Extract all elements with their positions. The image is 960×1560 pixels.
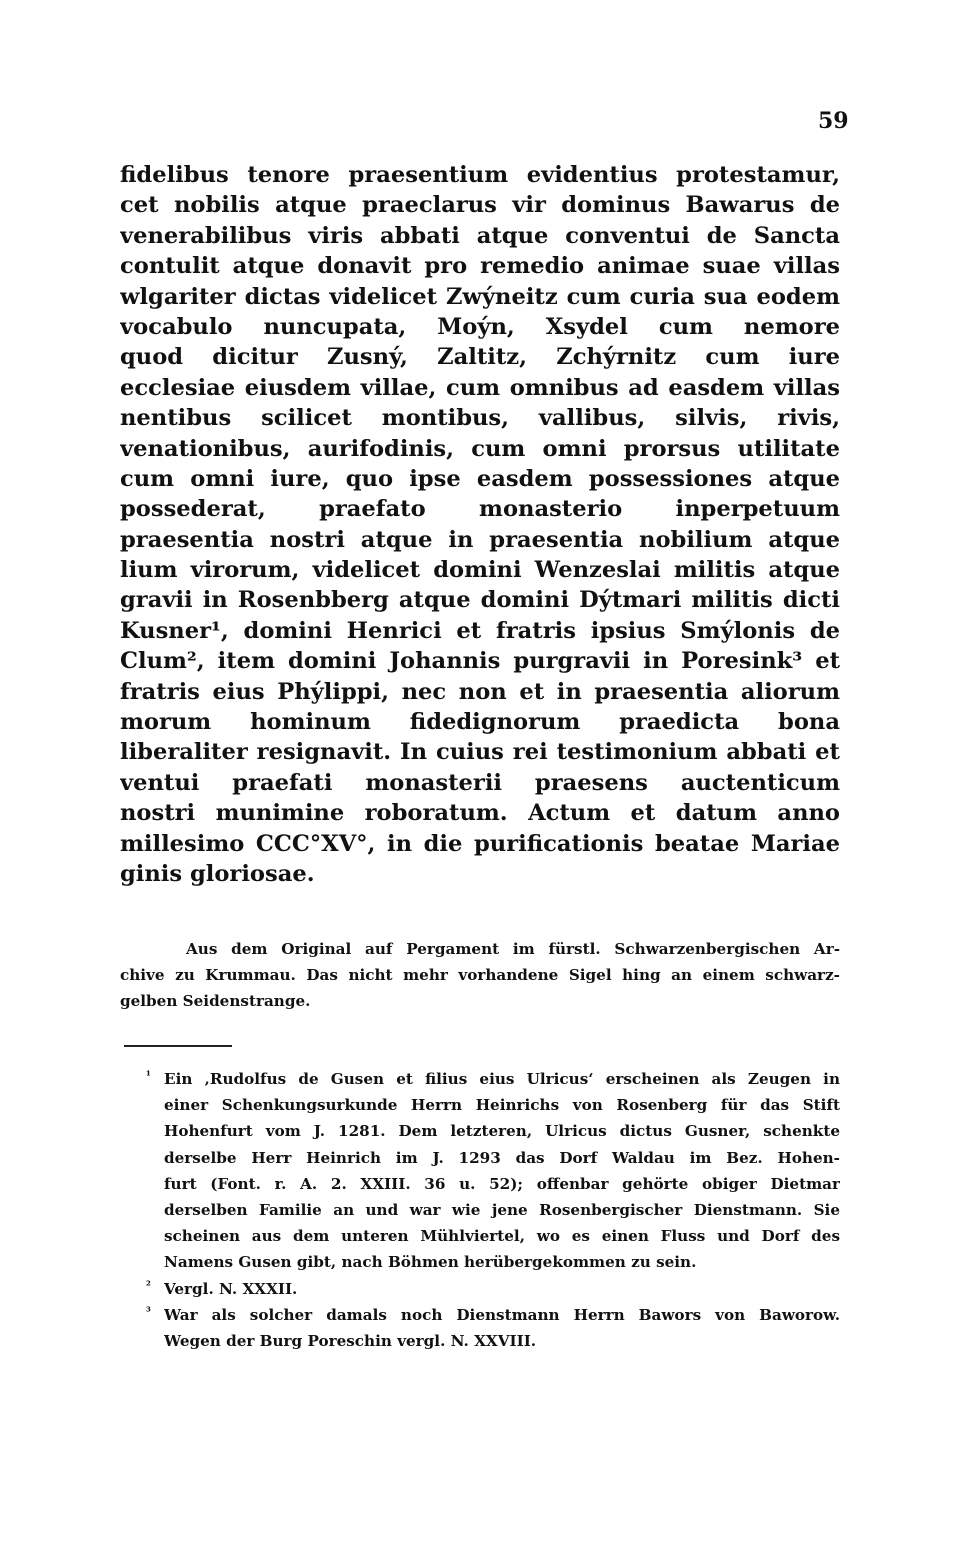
text-line: ginis gloriosae. bbox=[120, 860, 315, 887]
footnote-line: derselbe Herr Heinrich im J. 1293 das Dorf Waldau im Bez. Hohen- bbox=[164, 1148, 840, 1167]
footnote-line: furt (Font. r. A. 2. XXIII. 36 u. 52); offenbar gehörte obiger Dietmar bbox=[164, 1174, 840, 1193]
footnote-line: einer Schenkungsurkunde Herrn Heinrichs von Rosenberg für das Stift bbox=[164, 1096, 840, 1115]
text-line: ventui praefati monasterii praesens auctenticum bbox=[120, 769, 840, 796]
text-line: millesimo CCC°XV°, in die purificationis beatae Mariae bbox=[120, 830, 840, 857]
footnote-line: War als solcher damals noch Dienstmann Herrn Bawors von Baworow. bbox=[164, 1305, 840, 1324]
footnote-mark: ³ bbox=[146, 1304, 151, 1318]
footnote-mark: ¹ bbox=[146, 1069, 151, 1082]
text-line: fidelibus tenore praesentium evidentius protestamur, bbox=[120, 162, 840, 188]
footnote-line: scheinen aus dem unteren Mühlviertel, wo es einen Fluss und Dorf des bbox=[164, 1227, 840, 1246]
source-note-line: Aus dem Original auf Pergament im fürstl. Schwarzenbergischen Ar- bbox=[186, 940, 840, 958]
footnotes bbox=[146, 1066, 840, 1354]
footnote-2 bbox=[146, 1276, 840, 1302]
text-line: lium virorum, videlicet domini Wenzeslai militis atque bbox=[120, 557, 840, 584]
text-line: praesentia nostri atque in praesentia nobilium atque bbox=[120, 526, 840, 553]
footnote-line: Wegen der Burg Poreschin vergl. N. XXVIII. bbox=[164, 1331, 537, 1350]
text-line: nostri munimine roboratum. Actum et datum anno bbox=[120, 800, 840, 827]
text-line: vocabulo nuncupata, Moýn, Xsydel cum nemore bbox=[120, 313, 840, 340]
source-note-line: chive zu Krummau. Das nicht mehr vorhandene Sigel hing an einem schwarz- bbox=[120, 966, 840, 984]
source-note-line: gelben Seidenstrange. bbox=[120, 992, 311, 1010]
text-line: wlgariter dictas videlicet Zwýneitz cum curia sua eodem bbox=[120, 283, 840, 310]
footnote-1 bbox=[146, 1066, 840, 1276]
text-line: liberaliter resignavit. In cuius rei testimonium abbati et bbox=[120, 739, 840, 766]
text-line: fratris eius Phýlippi, nec non et in praesentia aliorum bbox=[120, 678, 840, 705]
text-line: cum omni iure, quo ipse easdem possessiones atque bbox=[120, 465, 840, 492]
page-number: 59 bbox=[818, 108, 849, 134]
footnote-line: derselben Familie an und war wie jene Rosenbergischer Dienstmann. Sie bbox=[164, 1200, 840, 1219]
text-line: cet nobilis atque praeclarus vir dominus Bawarus de bbox=[120, 192, 840, 219]
source-note bbox=[120, 936, 840, 1014]
footnote-mark: ² bbox=[146, 1278, 151, 1292]
footnote-line: Ein ‚Rudolfus de Gusen et filius eius Ulricus‘ erscheinen als Zeugen in bbox=[164, 1070, 840, 1088]
text-line: quod dicitur Zusný, Zaltitz, Zchýrnitz cum iure bbox=[120, 344, 840, 371]
text-line: possederat, praefato monasterio inperpetuum bbox=[120, 496, 840, 523]
main-text bbox=[120, 160, 840, 889]
footnote-line: Vergl. N. XXXII. bbox=[164, 1279, 298, 1298]
footnote-line: Namens Gusen gibt, nach Böhmen herübergekommen zu sein. bbox=[164, 1253, 697, 1272]
text-line: Clum², item domini Johannis purgravii in Poresink³ et bbox=[120, 648, 840, 675]
text-line: contulit atque donavit pro remedio animae suae villas bbox=[120, 253, 840, 280]
text-line: Kusner¹, domini Henrici et fratris ipsius Smýlonis de bbox=[120, 617, 840, 644]
text-line: venationibus, aurifodinis, cum omni prorsus utilitate bbox=[120, 435, 840, 462]
footnote-3 bbox=[146, 1302, 840, 1354]
text-line: nentibus scilicet montibus, vallibus, silvis, rivis, bbox=[120, 405, 840, 432]
footnote-divider bbox=[124, 1045, 232, 1047]
footnote-line: Hohenfurt vom J. 1281. Dem letzteren, Ulricus dictus Gusner, schenkte bbox=[164, 1122, 840, 1141]
text-line: morum hominum fidedignorum praedicta bona bbox=[120, 709, 840, 736]
text-line: venerabilibus viris abbati atque conventui de Sancta bbox=[120, 222, 840, 249]
text-line: gravii in Rosenbberg atque domini Dýtmari militis dicti bbox=[120, 587, 840, 614]
text-line: ecclesiae eiusdem villae, cum omnibus ad easdem villas bbox=[120, 374, 840, 401]
